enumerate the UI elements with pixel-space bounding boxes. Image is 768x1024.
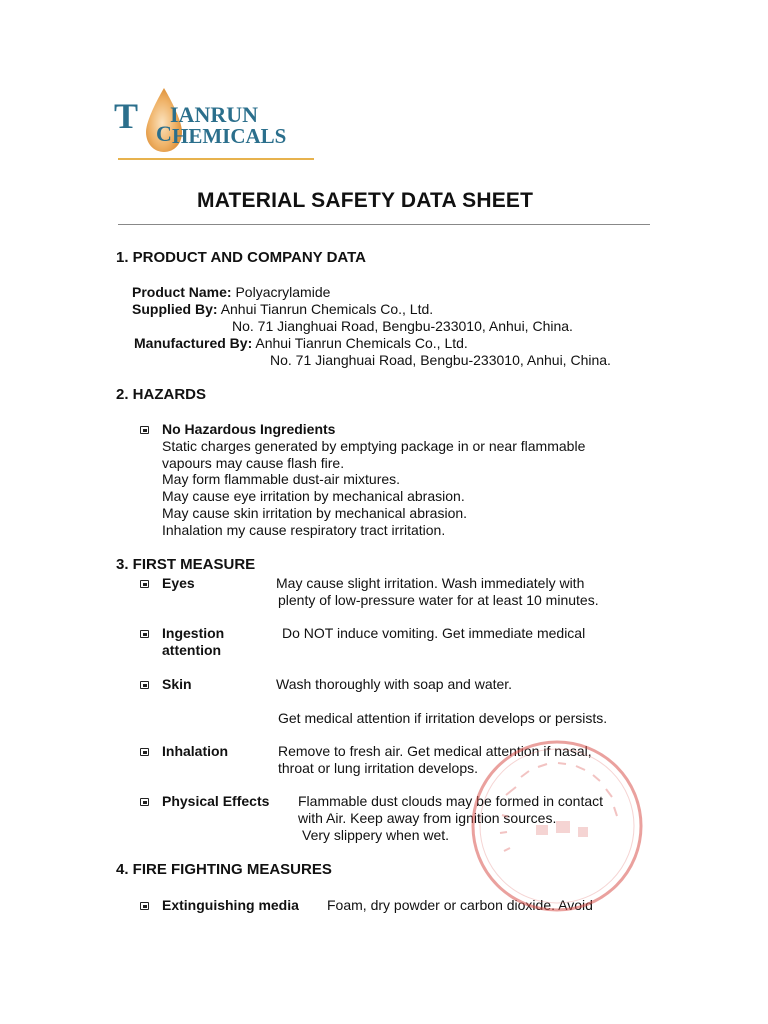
title-divider [118, 224, 650, 225]
physical-effects-label: Physical Effects [162, 793, 270, 809]
hazards-line: Inhalation my cause respiratory tract irritation. [162, 522, 446, 538]
eyes-label: Eyes [162, 575, 195, 591]
inhalation-label: Inhalation [162, 743, 229, 759]
supplied-by-label: Supplied By: [132, 301, 218, 317]
manufactured-by-value: Anhui Tianrun Chemicals Co., Ltd. [255, 335, 468, 351]
physical-effects-text: Flammable dust clouds may be formed in contact [298, 793, 604, 809]
ingestion-text: Do NOT induce vomiting. Get immediate medical [282, 625, 586, 641]
company-logo [114, 86, 314, 162]
logo-line-2-initial: C [156, 121, 172, 146]
section-2-heading: 2. HAZARDS [116, 386, 207, 403]
logo-underline [118, 158, 314, 160]
hazards-line: May cause eye irritation by mechanical abrasion. [162, 488, 465, 504]
product-name-label: Product Name: [132, 284, 232, 300]
supplied-by-row [132, 301, 433, 318]
physical-effects-text: Very slippery when wet. [302, 827, 450, 843]
manufactured-by-address: No. 71 Jianghuai Road, Bengbu-233010, Anhui, China. [270, 352, 611, 368]
manufactured-by-row [134, 335, 468, 352]
physical-effects-text: with Air. Keep away from ignition sources. [298, 810, 557, 826]
product-name-value: Polyacrylamide [235, 284, 331, 300]
extinguishing-media-text: Foam, dry powder or carbon dioxide. Avoid [327, 897, 593, 913]
logo-line-1: IANRUN [170, 102, 258, 127]
hazards-bullet-title: No Hazardous Ingredients [162, 421, 336, 437]
bullet-icon [140, 580, 149, 588]
bullet-icon [140, 426, 149, 434]
inhalation-text: throat or lung irritation develops. [278, 760, 478, 776]
eyes-text: May cause slight irritation. Wash immediately with [276, 575, 585, 591]
hazards-line: May cause skin irritation by mechanical abrasion. [162, 505, 468, 521]
ingestion-continuation: attention [162, 642, 222, 658]
section-1-heading: 1. PRODUCT AND COMPANY DATA [116, 249, 367, 266]
document-title: MATERIAL SAFETY DATA SHEET [197, 189, 534, 212]
bullet-icon [140, 798, 149, 806]
hazards-line: Static charges generated by emptying package in or near flammable [162, 438, 586, 454]
extinguishing-media-label: Extinguishing media [162, 897, 299, 913]
skin-text: Wash thoroughly with soap and water. [276, 676, 513, 692]
bullet-icon [140, 902, 149, 910]
inhalation-text: Remove to fresh air. Get medical attention if nasal, [278, 743, 592, 759]
supplied-by-value: Anhui Tianrun Chemicals Co., Ltd. [220, 301, 434, 317]
bullet-icon [140, 630, 149, 638]
manufactured-by-label: Manufactured By: [134, 335, 253, 351]
hazards-line: vapours may cause flash fire. [162, 455, 345, 471]
product-name-row [132, 284, 330, 301]
skin-label: Skin [162, 676, 192, 692]
ingestion-label: Ingestion [162, 625, 225, 641]
bullet-icon [140, 681, 149, 689]
bullet-icon [140, 748, 149, 756]
logo-line-2: HEMICALS [172, 124, 287, 148]
hazards-line: May form flammable dust-air mixtures. [162, 471, 401, 487]
eyes-text: plenty of low-pressure water for at least 10 minutes. [278, 592, 599, 608]
logo-initial-t: T [114, 96, 139, 136]
section-4-heading: 4. FIRE FIGHTING MEASURES [116, 861, 332, 878]
section-3-heading: 3. FIRST MEASURE [116, 556, 256, 573]
skin-text: Get medical attention if irritation develops or persists. [278, 710, 608, 726]
supplied-by-address: No. 71 Jianghuai Road, Bengbu-233010, Anhui, China. [232, 318, 573, 334]
